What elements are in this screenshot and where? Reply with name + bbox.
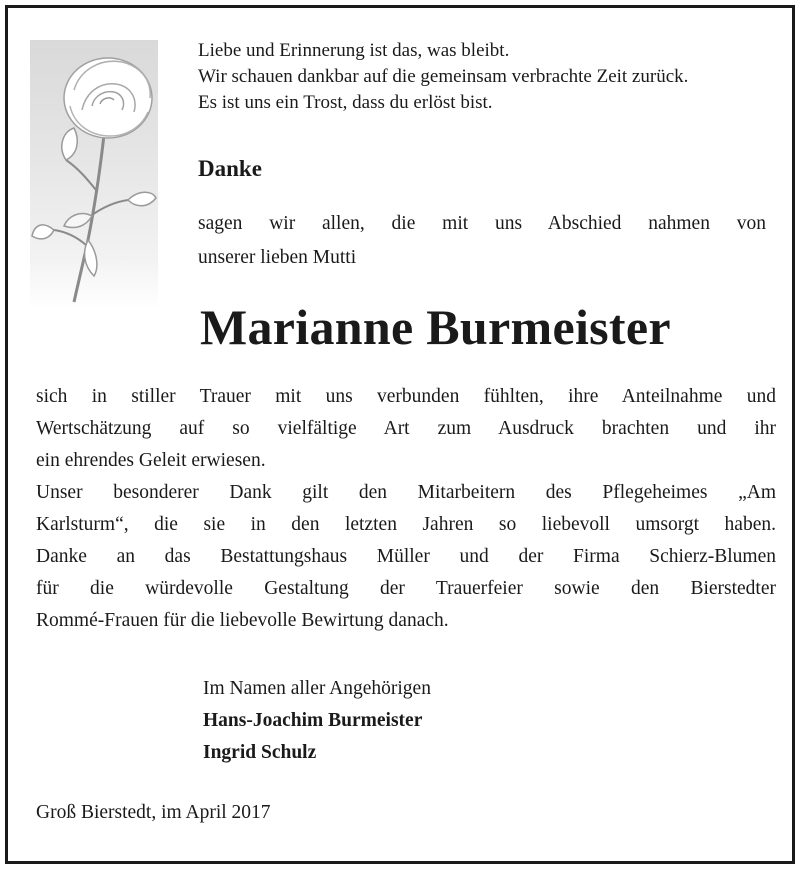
obituary-notice xyxy=(5,5,795,864)
intro-line-1: sagen wir allen, die mit uns Abschied nahmen von xyxy=(198,213,766,234)
body-line-7: für die würdevolle Gestaltung der Trauerfeier sowie den Bierstedter xyxy=(36,578,776,599)
body-line-3: ein ehrendes Geleit erwiesen. xyxy=(36,450,266,471)
rose-image xyxy=(30,40,158,310)
intro-line-2: unserer lieben Mutti xyxy=(198,247,357,268)
signature-intro: Im Namen aller Angehörigen xyxy=(203,678,431,699)
heading-danke: Danke xyxy=(198,156,262,181)
body-line-6: Danke an das Bestattungshaus Müller und der Firma Schierz-Blumen xyxy=(36,546,776,567)
body-line-8: Rommé-Frauen für die liebevolle Bewirtung danach. xyxy=(36,610,449,631)
signature-name-1: Hans-Joachim Burmeister xyxy=(203,710,423,731)
motto-line-2: Wir schauen dankbar auf die gemeinsam verbrachte Zeit zurück. xyxy=(198,66,689,87)
body-line-1: sich in stiller Trauer mit uns verbunden fühlten, ihre Anteilnahme und xyxy=(36,386,776,407)
signature-name-2: Ingrid Schulz xyxy=(203,742,317,763)
body-line-4: Unser besonderer Dank gilt den Mitarbeitern des Pflegeheimes „Am xyxy=(36,482,776,503)
place-date: Groß Bierstedt, im April 2017 xyxy=(36,802,271,823)
rose-icon xyxy=(30,40,158,310)
deceased-name: Marianne Burmeister xyxy=(200,299,671,355)
motto-line-3: Es ist uns ein Trost, dass du erlöst bist. xyxy=(198,92,493,113)
body-line-2: Wertschätzung auf so vielfältige Art zum Ausdruck brachten und ihr xyxy=(36,418,776,439)
motto-line-1: Liebe und Erinnerung ist das, was bleibt. xyxy=(198,40,510,61)
body-line-5: Karlsturm“, die sie in den letzten Jahren so liebevoll umsorgt haben. xyxy=(36,514,776,535)
